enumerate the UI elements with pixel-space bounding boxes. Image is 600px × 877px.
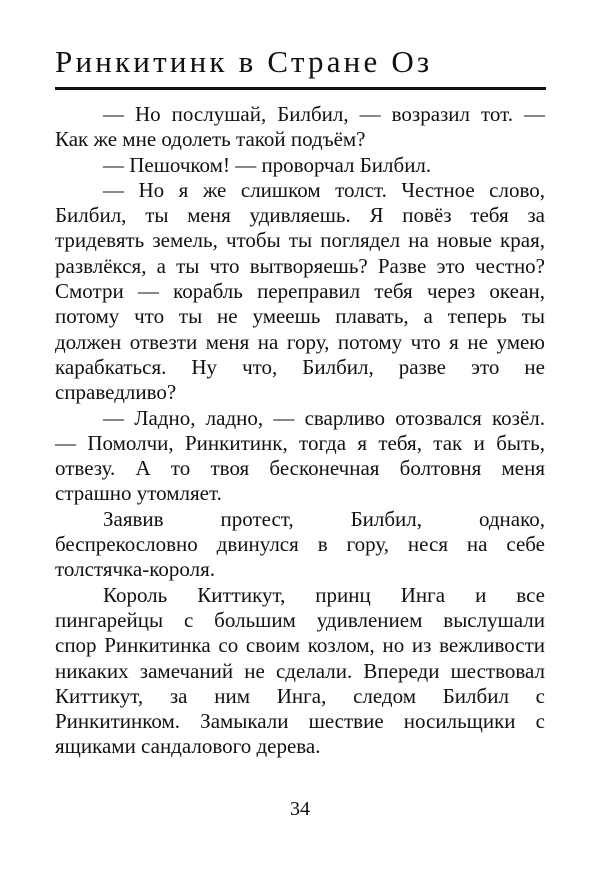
text-line: должен отвезти меня на гору, потому что я не умею — [55, 329, 545, 354]
text-line: пингарейцы с большим удивлением выслушали — [55, 607, 545, 632]
text-line: — Но я же слишком толст. Честное слово, — [103, 177, 545, 202]
text-line: карабкаться. Ну что, Билбил, разве это не — [55, 354, 545, 379]
text-line: никаких замечаний не сделали. Впереди шествовал — [55, 658, 545, 683]
text-line: беспрекословно двинулся в гору, неся на себе — [55, 532, 545, 557]
text-line: Заявив протест, Билбил, однако, — [103, 506, 545, 531]
header-rule — [55, 87, 546, 90]
page-number: 34 — [290, 798, 310, 820]
text-line: развлёкся, а ты что вытворяешь? Разве это честно? — [55, 253, 545, 278]
text-line: потому что ты не умеешь плавать, а теперь ты — [55, 304, 545, 329]
text-line: ящиками сандалового дерева. — [55, 734, 321, 759]
page-body-text — [55, 102, 545, 760]
text-line: — Ладно, ладно, — сварливо отозвался козёл. — [103, 405, 545, 430]
text-line: — Помолчи, Ринкитинк, тогда я тебя, так и быть, — [55, 430, 545, 455]
text-line: справедливо? — [55, 380, 177, 405]
text-line: тридевять земель, чтобы ты поглядел на новые края, — [55, 228, 545, 253]
text-line: страшно утомляет. — [55, 481, 222, 506]
text-line: отвезу. А то твоя бесконечная болтовня меня — [55, 456, 545, 481]
text-line: Как же мне одолеть такой подъём? — [55, 127, 366, 152]
text-line: — Но послушай, Билбил, — возразил тот. — — [103, 102, 545, 126]
running-header-title: Ринкитинк в Стране Оз — [55, 44, 433, 79]
text-line: Билбил, ты меня удивляешь. Я повёз тебя за — [55, 203, 545, 228]
text-line: спор Ринкитинка со своим козлом, но из вежливости — [55, 633, 545, 658]
text-line: толстячка-короля. — [55, 557, 215, 582]
text-line: Смотри — корабль переправил тебя через океан, — [55, 279, 545, 304]
text-line: Король Киттикут, принц Инга и все — [103, 582, 545, 607]
text-line: Киттикут, за ним Инга, следом Билбил с — [55, 683, 545, 708]
text-line: — Пешочком! — проворчал Билбил. — [103, 152, 432, 177]
text-line: Ринкитинком. Замыкали шествие носильщики с — [55, 709, 545, 734]
